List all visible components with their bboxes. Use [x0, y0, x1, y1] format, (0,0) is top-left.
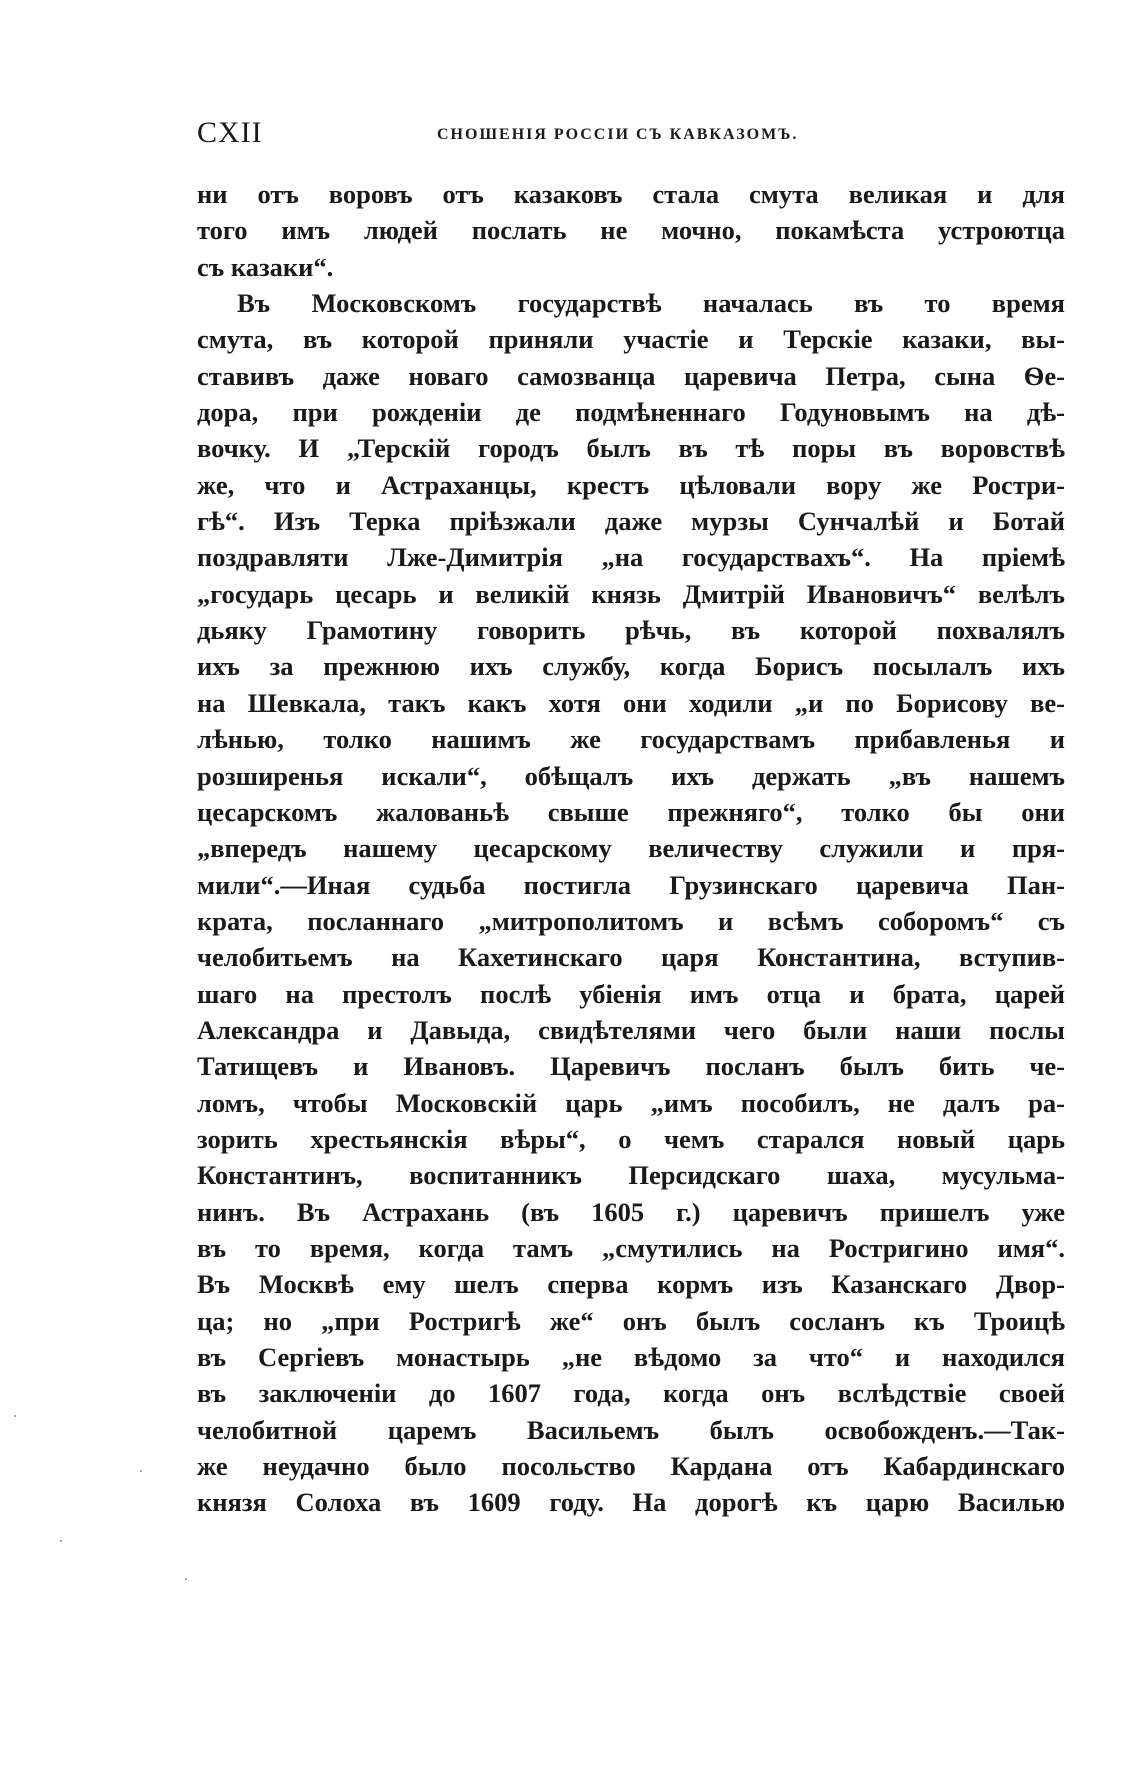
text-line: мили“.—Иная судьба постигла Грузинскаго царевича Пан- — [197, 869, 1065, 900]
text-line: ломъ, чтобы Московскій царь „имъ пособилъ, не далъ ра- — [197, 1087, 1065, 1118]
text-line: Въ Москвѣ ему шелъ сперва кормъ изъ Казанскаго Двор- — [197, 1269, 1065, 1300]
text-line: же, что и Астраханцы, крестъ цѣловали вору же Ростри- — [197, 469, 1065, 500]
scan-speck — [185, 1578, 187, 1580]
text-line: челобитной царемъ Васильемъ былъ освобожденъ.—Так- — [197, 1414, 1065, 1445]
running-header — [197, 116, 1065, 156]
text-line: челобитьемъ на Кахетинскаго царя Константина, вступив- — [197, 942, 1065, 973]
scan-speck — [60, 1540, 62, 1542]
text-line: на Шевкала, такъ какъ хотя они ходили „и по Борисову ве- — [197, 687, 1065, 718]
running-title: СНОШЕНІЯ РОССІИ СЪ КАВКАЗОМЪ. — [437, 126, 799, 143]
text-line: гѣ“. Изъ Терка пріѣзжали даже мурзы Сунчалѣй и Ботай — [197, 506, 1065, 537]
text-line: дьяку Грамотину говорить рѣчь, въ которой похвалялъ — [197, 615, 1065, 646]
text-line: того имъ людей послать не мочно, покамѣста устроютца — [197, 215, 1065, 246]
body-text — [197, 176, 1065, 1521]
text-line: лѣнью, толко нашимъ же государствамъ прибавленья и — [197, 724, 1065, 755]
text-line: Александра и Давыда, свидѣтелями чего были наши послы — [197, 1014, 1065, 1045]
text-line: Константинъ, воспитанникъ Персидскаго шаха, мусульма- — [197, 1160, 1065, 1191]
text-line: „впередъ нашему цесарскому величеству служили и пря- — [197, 833, 1065, 864]
text-line: крата, посланнаго „митрополитомъ и всѣмъ соборомъ“ съ — [197, 905, 1065, 936]
text-line: зорить хрестьянскія вѣры“, о чемъ старался новый царь — [197, 1123, 1065, 1154]
text-line: вочку. И „Терскій городъ былъ въ тѣ поры въ воровствѣ — [197, 433, 1065, 464]
scan-speck — [14, 1415, 16, 1417]
text-line: ца; но „при Ростригѣ же“ онъ былъ сосланъ къ Троицѣ — [197, 1305, 1065, 1336]
text-line: въ Сергіевъ монастырь „не вѣдомо за что“ и находился — [197, 1342, 1065, 1372]
text-line: смута, въ которой приняли участіе и Терскіе казаки, вы- — [197, 324, 1065, 355]
text-line: въ то время, когда тамъ „смутились на Ростригино имя“. — [197, 1232, 1065, 1263]
text-line: поздравляти Лже-Димитрія „на государствахъ“. На пріемѣ — [197, 542, 1065, 573]
text-line: ни отъ воровъ отъ казаковъ стала смута великая и для — [197, 179, 1065, 209]
text-line: ихъ за прежнюю ихъ службу, когда Борисъ посылалъ ихъ — [197, 651, 1065, 682]
text-line: въ заключеніи до 1607 года, когда онъ вслѣдствіе своей — [197, 1378, 1065, 1409]
text-line: князя Солоха въ 1609 году. На дорогѣ къ царю Василью — [197, 1487, 1065, 1518]
text-line: ставивъ даже новаго самозванца царевича Петра, сына Ѳе- — [197, 360, 1065, 391]
text-line: цесарскомъ жалованьѣ свыше прежняго“, толко бы они — [197, 796, 1065, 827]
page-number: CXII — [197, 116, 263, 149]
paragraph-first-line: Въ Московскомъ государствѣ началась въ то время — [237, 288, 1065, 319]
text-line: съ казаки“. — [197, 251, 334, 282]
text-line: дора, при рожденіи де подмѣненнаго Годуновымъ на дѣ- — [197, 397, 1065, 428]
text-line: же неудачно было посольство Кардана отъ Кабардинскаго — [197, 1451, 1065, 1482]
text-line: шаго на престолъ послѣ убіенія имъ отца и брата, царей — [197, 978, 1065, 1009]
text-line: нинъ. Въ Астрахань (въ 1605 г.) царевичъ пришелъ уже — [197, 1196, 1065, 1227]
text-line: „государь цесарь и великій князь Дмитрій Ивановичъ“ велѣлъ — [197, 578, 1065, 609]
scan-speck — [140, 1470, 142, 1472]
text-line: розширенья искали“, обѣщалъ ихъ держать „въ нашемъ — [197, 760, 1065, 791]
text-line: Татищевъ и Ивановъ. Царевичъ посланъ былъ бить че- — [197, 1051, 1065, 1082]
